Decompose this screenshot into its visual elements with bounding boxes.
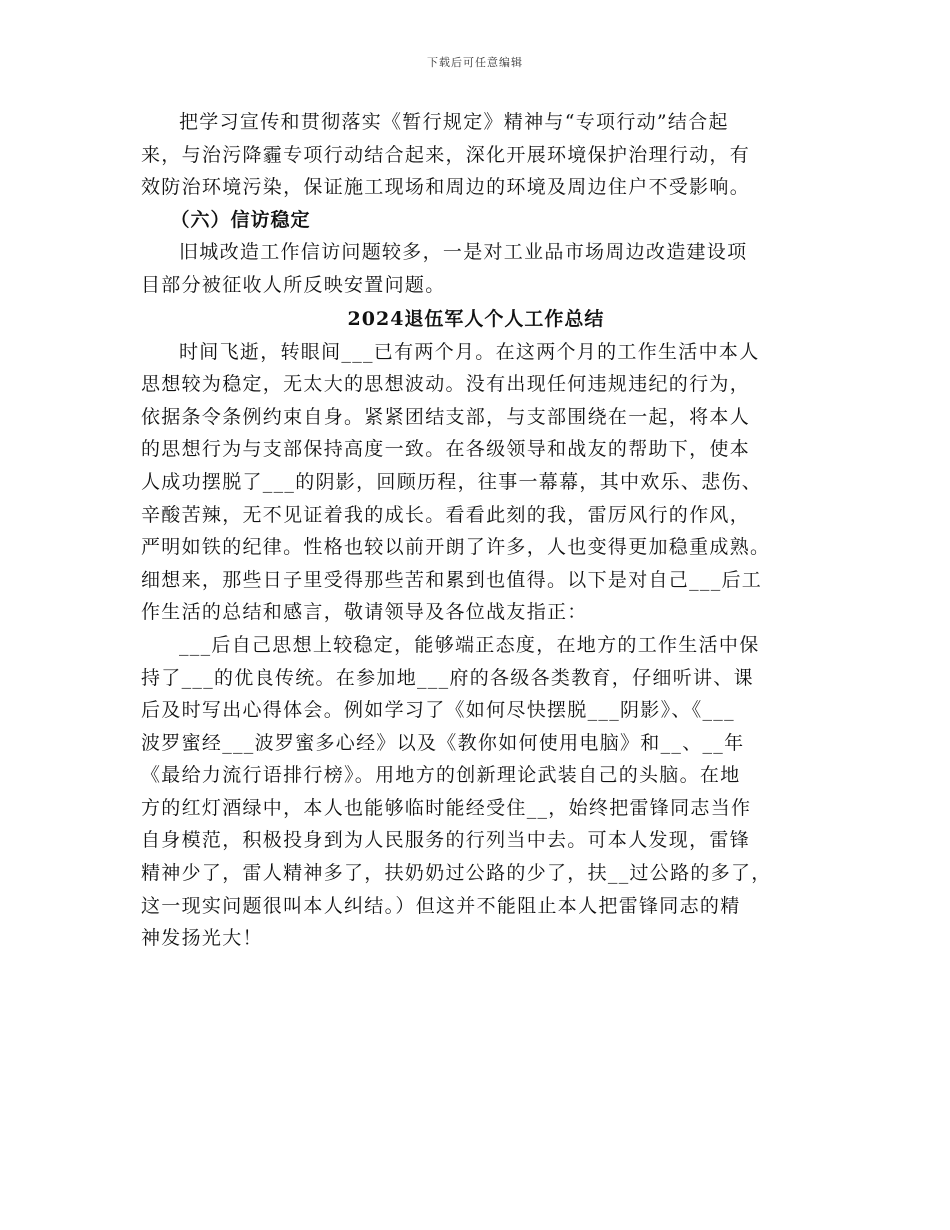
section-heading: （六）信访稳定 <box>170 208 311 231</box>
paragraph-line: 神发扬光大！ <box>141 927 263 950</box>
page-header: 下载后可任意编辑 <box>427 56 523 69</box>
paragraph-line: 效防治环境污染，保证施工现场和周边的环境及周边住户不受影响。 <box>141 176 751 199</box>
paragraph-line: 作生活的总结和感言，敬请领导及各位战友指正： <box>141 601 588 624</box>
paragraph-environmental <box>141 106 811 204</box>
paragraph-intro <box>141 336 811 629</box>
paragraph-line: 自身模范，积极投身到为人民服务的行列当中去。可本人发现，雷锋 <box>141 829 751 852</box>
paragraph-line: 目部分被征收人所反映安置问题。 <box>141 273 446 296</box>
paragraph-line: ___后自己思想上较稳定，能够端正态度，在地方的工作生活中保 <box>179 633 760 656</box>
paragraph-line: 波罗蜜经___波罗蜜多心经》以及《教你如何使用电脑》和__、__年 <box>141 731 745 754</box>
paragraph-line: 精神少了，雷人精神多了，扶奶奶过公路的少了，扶__过公路的多了， <box>141 862 772 885</box>
article-title: 2024退伍军人个人工作总结 <box>347 307 605 330</box>
paragraph-line: 持了___的优良传统。在参加地___府的各级各类教育，仔细听讲、课 <box>141 666 754 689</box>
paragraph-line: 方的红灯酒绿中，本人也能够临时能经受住__，始终把雷锋同志当作 <box>141 796 752 819</box>
paragraph-line: 后及时写出心得体会。例如学习了《如何尽快摆脱___阴影》、《___ <box>141 699 735 722</box>
paragraph-line: 《最给力流行语排行榜》。用地方的创新理论武装自己的头脑。在地 <box>141 764 741 787</box>
paragraph-line: 依据条令条例约束自身。紧紧团结支部，与支部围绕在一起，将本人 <box>141 405 751 428</box>
paragraph-line: 辛酸苦辣，无不见证着我的成长。看看此刻的我，雷厉风行的作风， <box>141 503 751 526</box>
paragraph-line: 把学习宣传和贯彻落实《暂行规定》精神与“专项行动”结合起 <box>179 111 729 133</box>
paragraph-line: 严明如铁的纪律。性格也较以前开朗了许多，人也变得更加稳重成熟。 <box>141 536 771 559</box>
document-body <box>141 106 811 955</box>
paragraph-petition <box>141 236 811 301</box>
paragraph-line: 思想较为稳定，无太大的思想波动。没有出现任何违规违纪的行为， <box>141 373 751 396</box>
paragraph-line: 细想来，那些日子里受得那些苦和累到也值得。以下是对自己___后工 <box>141 568 763 591</box>
paragraph-line: 这一现实问题很叫本人纠结。）但这并不能阻止本人把雷锋同志的精 <box>141 894 741 917</box>
paragraph-line: 时间飞逝，转眼间___已有两个月。在这两个月的工作生活中本人 <box>179 340 760 363</box>
paragraph-line: 来，与治污降霾专项行动结合起来，深化开展环境保护治理行动，有 <box>141 143 751 166</box>
paragraph-line: 的思想行为与支部保持高度一致。在各级领导和战友的帮助下，使本 <box>141 438 751 461</box>
paragraph-study <box>141 629 811 955</box>
paragraph-line: 人成功摆脱了___的阴影，回顾历程，往事一幕幕，其中欢乐、悲伤、 <box>141 470 763 493</box>
paragraph-line: 旧城改造工作信访问题较多，一是对工业品市场周边改造建设项 <box>179 241 748 264</box>
